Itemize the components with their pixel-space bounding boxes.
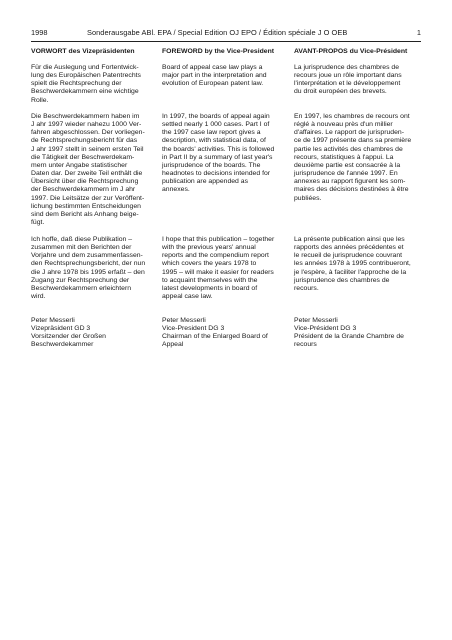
paragraph-hope: I hope that this publication – together with the previous years' annual reports and the compendium report which covers the years 1978 to 1995 – will make it easier for readers to acquaint themselves with the latest developments in board of appeal case law. [162,236,275,301]
header-year: 1998 [31,28,48,37]
column-title: AVANT-PROPOS du Vice-Président [294,48,408,55]
paragraph-intro: Board of appeal case law plays a major part in the interpretation and evolution of European patent law. [162,64,267,88]
column-german [31,48,149,349]
column-title: FOREWORD by the Vice-President [162,48,275,55]
paragraph-intro: La jurisprudence des chambres de recours joue un rôle important dans l'interprétation et le développement du droit européen des brevets. [294,64,402,96]
signature: Peter Messerli Vice-Président DG 3 Président de la Grande Chambre de recours [294,317,404,349]
header-rule [31,41,421,42]
header-title: Sonderausgabe ABl. EPA / Special Edition OJ EPO / Édition spéciale J O OEB [87,28,348,37]
column-french [294,48,418,349]
header-page-number: 1 [416,28,421,37]
signature: Peter Messerli Vice-President DG 3 Chairman of the Enlarged Board of Appeal [162,317,268,349]
paragraph-hope: La présente publication ainsi que les rapports des années précédentes et le recueil de jurisprudence couvrant les années 1978 à 1995 contribueront, je l'espère, à faciliter l'approche de la jurisprudence des chambres de recours. [294,236,411,292]
page-header [31,26,421,40]
column-title: VORWORT des Vizepräsidenten [31,48,135,55]
signature: Peter Messerli Vizepräsident GD 3 Vorsitzender der Großen Beschwerdekammer [31,317,106,349]
paragraph-report: In 1997, the boards of appeal again settled nearly 1 000 cases. Part I of the 1997 case law report gives a description, with statistical data, of the boards' activities. This is followed in Part II by a summary of last year's jurisprudence of the boards. The headnotes to decisions intended for publication are appended as annexes. [162,113,275,194]
paragraph-report: Die Beschwerdekammern haben im J ahr 1997 wieder nahezu 1000 Ver- fahren abgeschlossen. Der vorliegen- de Rechtsprechungsbericht für das J ahr 1997 stellt in seinem ersten Teil die Tätigkeit der Beschwerdekam- mern unter Angabe statistischer Daten dar. Der zweite Teil enthält die Übersicht über die Rechtsprechung der Beschwerdekammern im J ahr 1997. Die Leitsätze der zur Veröffent- lichung bestimmten Entscheidungen sind dem Bericht als Anhang beige- fügt. [31,113,145,227]
paragraph-intro: Für die Auslegung und Fortentwick- lung des Europäischen Patentrechts spielt die Rechtsprechung der Beschwerdekammern eine wichtige Rolle. [31,64,141,104]
paragraph-report: En 1997, les chambres de recours ont réglé à nouveau près d'un millier d'affaires. Le rapport de jurispruden- ce de 1997 présente dans sa première partie les activités des chambres de recours, statistiques à l'appui. La deuxième partie est consacrée à la jurisprudence de l'année 1997. En annexes au rapport figurent les som- maires des décisions destinées à être publiées. [294,113,412,202]
column-english [162,48,280,349]
paragraph-hope: Ich hoffe, daß diese Publikation – zusammen mit den Berichten der Vorjahre und dem zusammenfassen- den Rechtsprechungsbericht, der nun die J ahre 1978 bis 1995 erfaßt – den Zugang zur Rechtsprechung der Beschwerdekammern erleichtern wird. [31,236,146,301]
